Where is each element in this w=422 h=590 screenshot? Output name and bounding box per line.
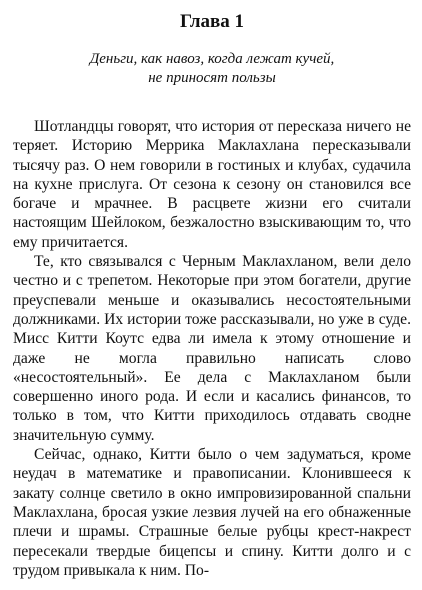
chapter-body — [13, 117, 411, 580]
epigraph — [13, 50, 411, 88]
epigraph-line-2: не приносят пользы — [148, 70, 276, 86]
book-page — [13, 10, 411, 580]
paragraph-1: Шотландцы говорят, что история от пересказа ничего не теряет. Историю Меррика Маклахлана пересказывали тысячу раз. О нем говорили в гостиных и клубах, судачила на кухне прислуга. От сезона к сезону он становился все богаче и мрачнее. В расцвете жизни его считали настоящим Шейлоком, безжалостно взыскивающим то, что ему причитается. — [13, 118, 411, 251]
paragraph-2: Те, кто связывался с Черным Маклахланом, вели дело честно и с трепетом. Некоторые при этом богатели, другие преуспевали меньше и оказывались несостоятельными должниками. Их истории тоже рассказывали, но уже в суде. Мисс Китти Коутс едва ли имела к этому отношение и даже не могла правильно написать слово «несостоятельный». Ее дела с Маклахланом были совершенно иного рода. И если и касались финансов, то только в том, что Китти приходилось отдавать сводне значительную сумму. — [13, 253, 411, 444]
paragraph-3: Сейчас, однако, Китти было о чем задуматься, кроме неудач в математике и правописании. Клонившееся к закату солнце светило в окно импровизированной спальни Маклахлана, бросая узкие лезвия лучей на его обнаженные плечи и шрамы. Страшные белые рубцы крест-накрест пересекали твердые бицепсы и спину. Китти долго и с трудом привыкала к ним. По- — [13, 446, 411, 579]
chapter-title: Глава 1 — [179, 11, 245, 32]
epigraph-line-1: Деньги, как навоз, когда лежат кучей, — [89, 51, 335, 67]
